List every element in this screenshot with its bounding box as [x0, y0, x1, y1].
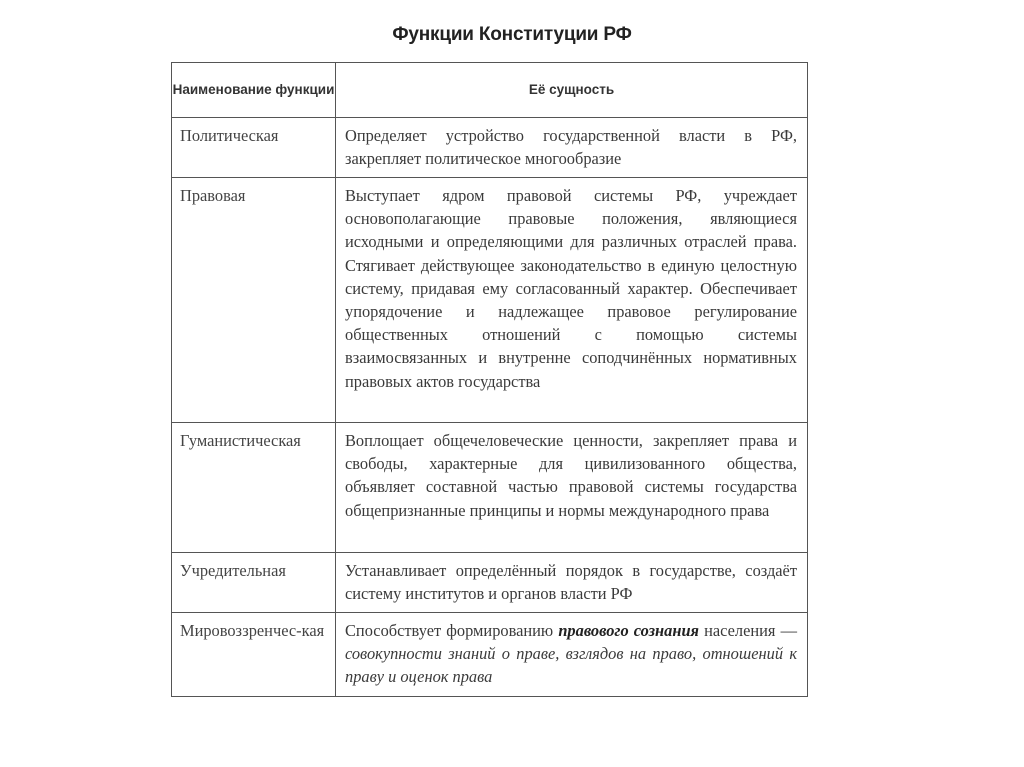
table-row [172, 553, 808, 613]
header-essence: Её сущность [336, 63, 808, 118]
table-header-row [172, 63, 808, 118]
function-description [336, 613, 808, 697]
function-description: Воплощает общечеловеческие ценности, закрепляет права и свободы, характерные для цивилизованного общества, объявляет составной частью правовой системы государства общепризнанные принципы и нормы международного права [336, 423, 808, 553]
emphasized-term: правового сознания [558, 621, 699, 640]
table-row [172, 118, 808, 178]
function-name: Учредительная [172, 553, 336, 613]
table-row [172, 178, 808, 423]
description-text: Способствует формированию [345, 621, 559, 640]
header-function-name: Наименование функции [172, 63, 336, 118]
function-description: Выступает ядром правовой системы РФ, учреждает основополагающие правовые положения, являющиеся исходными и определяющими для различных отраслей права. Стягивает действующее законодательство в единую целостную систему, придавая ему согласованный характер. Обеспечивает упорядочение и надлежащее правовое регулирование общественных отношений с помощью системы взаимосвязанных и внутренне соподчинённых нормативных правовых актов государства [336, 178, 808, 423]
function-name: Политическая [172, 118, 336, 178]
function-name: Мировоззренчес-кая [172, 613, 336, 697]
function-name: Гуманистическая [172, 423, 336, 553]
table-row [172, 423, 808, 553]
function-name: Правовая [172, 178, 336, 423]
functions-table [171, 62, 808, 697]
description-text: населения — [699, 621, 797, 640]
function-description: Определяет устройство государственной власти в РФ, закрепляет политическое многообразие [336, 118, 808, 178]
definition-text: совокупности знаний о праве, взглядов на право, отношений к праву и оценок права [345, 644, 797, 687]
function-description: Устанавливает определённый порядок в государстве, создаёт систему институтов и органов власти РФ [336, 553, 808, 613]
page-title: Функции Конституции РФ [392, 24, 632, 45]
table-row [172, 613, 808, 697]
